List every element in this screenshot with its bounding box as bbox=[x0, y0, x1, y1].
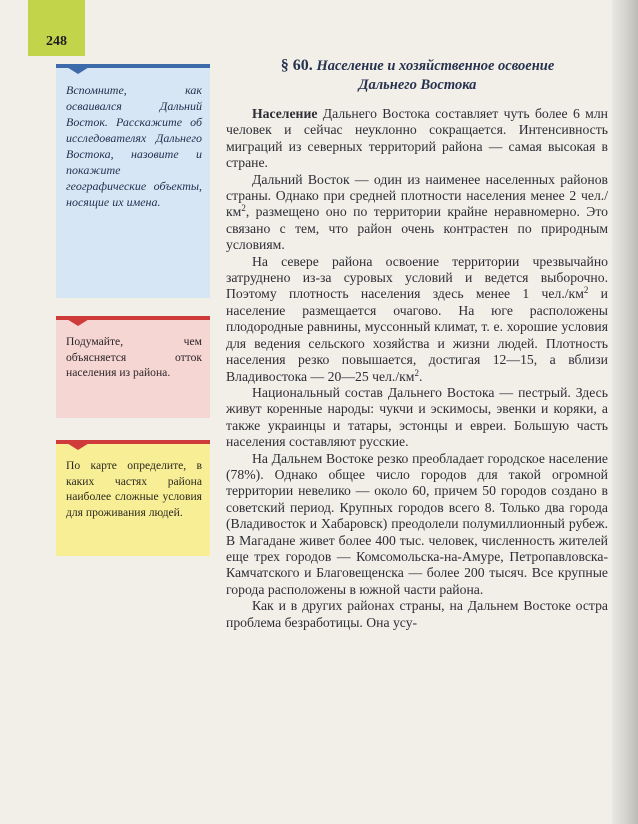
note-recall-text: Вспомните, как осваивался Дальний Восток. Расскажите об исследователях Дальнего Востока, назовите и покажите географические объекты, носящие их имена. bbox=[66, 83, 202, 209]
paragraph-3-text-c: . bbox=[418, 368, 423, 384]
superscript-2: 2 bbox=[583, 285, 589, 296]
section-title-line1: Население и хозяйственное освоение bbox=[316, 58, 555, 74]
page-number-tab bbox=[28, 0, 85, 56]
paragraph-6: Как и в других районах страны, на Дальнем Востоке остра проблема безработицы. Она усу- bbox=[226, 598, 608, 630]
note-map-arrow-icon bbox=[62, 440, 94, 450]
paragraph-3 bbox=[226, 254, 608, 385]
note-think bbox=[56, 316, 210, 418]
paragraph-3-text-b: и население размещается очагово. На юге расположены плодородные равнины, муссонный климат, т. е. хорошие условия для ведения сельского хозяйства и жизни людей. Плотность населения резко повышается, достигая 12—15, а вблизи Владивостока — 20—25 чел./км bbox=[226, 286, 608, 384]
note-think-arrow-icon bbox=[62, 316, 94, 326]
note-map-text: По карте определите, в каких частях района наиболее сложные условия для проживания людей. bbox=[66, 459, 202, 519]
note-recall bbox=[56, 64, 210, 298]
paragraph-2-text-b: , размещено оно по территории крайне неравномерно. Это связано с тем, что район очень контрастен по природным условиям. bbox=[226, 204, 608, 253]
paragraph-1-text: Дальнего Востока составляет чуть более 6 млн человек и сейчас неуклонно сокращается. Интенсивность миграций из северных территорий района — самая высокая в стране. bbox=[226, 106, 608, 171]
paragraph-2-text-a: Дальний Восток — один из наименее населенных районов страны. Однако при средней плотности населения менее 2 чел./км bbox=[226, 171, 608, 220]
superscript-2: 2 bbox=[414, 367, 419, 378]
paragraph-5: На Дальнем Востоке резко преобладает городское население (78%). Однако общее число городов для такой огромной территории невелико — около 60, причем 50 городов создано в советский период. Крупных городов всего 8. Только два города (Владивосток и Хабаровск) преодолели полумиллионный рубеж. В Магадане живет более 400 тыс. человек, численность жителей еще трех городов — Комсомольска-на-Амуре, Петропавловска-Камчатского и Благовещенска — более 200 тысяч. Все крупные города расположены в южной части района. bbox=[226, 450, 608, 597]
paragraph-2 bbox=[226, 172, 608, 254]
section-heading bbox=[225, 56, 610, 94]
note-map bbox=[56, 440, 210, 556]
term-population: Население bbox=[252, 106, 318, 121]
note-think-text: Подумайте, чем объясняется отток населения из района. bbox=[66, 335, 202, 380]
main-text bbox=[226, 106, 608, 631]
note-recall-arrow-icon bbox=[62, 64, 94, 74]
page-number: 248 bbox=[46, 34, 67, 49]
superscript-2: 2 bbox=[241, 203, 246, 214]
section-number: § 60. bbox=[280, 57, 313, 74]
paragraph-4: Национальный состав Дальнего Востока — пестрый. Здесь живут коренные народы: чукчи и эскимосы, эвенки и коряки, а также украинцы и татары, эстонцы и евреи. Большую часть населения составляют русские. bbox=[226, 384, 608, 450]
page-edge-shadow bbox=[612, 0, 638, 824]
paragraph-1 bbox=[226, 106, 608, 172]
paragraph-3-text-a: На севере района освоение территории чрезвычайно затруднено из-за суровых условий и ведется выборочно. Поэтому плотность населения здесь менее 1 чел./км bbox=[226, 253, 608, 302]
section-title-line2: Дальнего Востока bbox=[358, 77, 477, 93]
